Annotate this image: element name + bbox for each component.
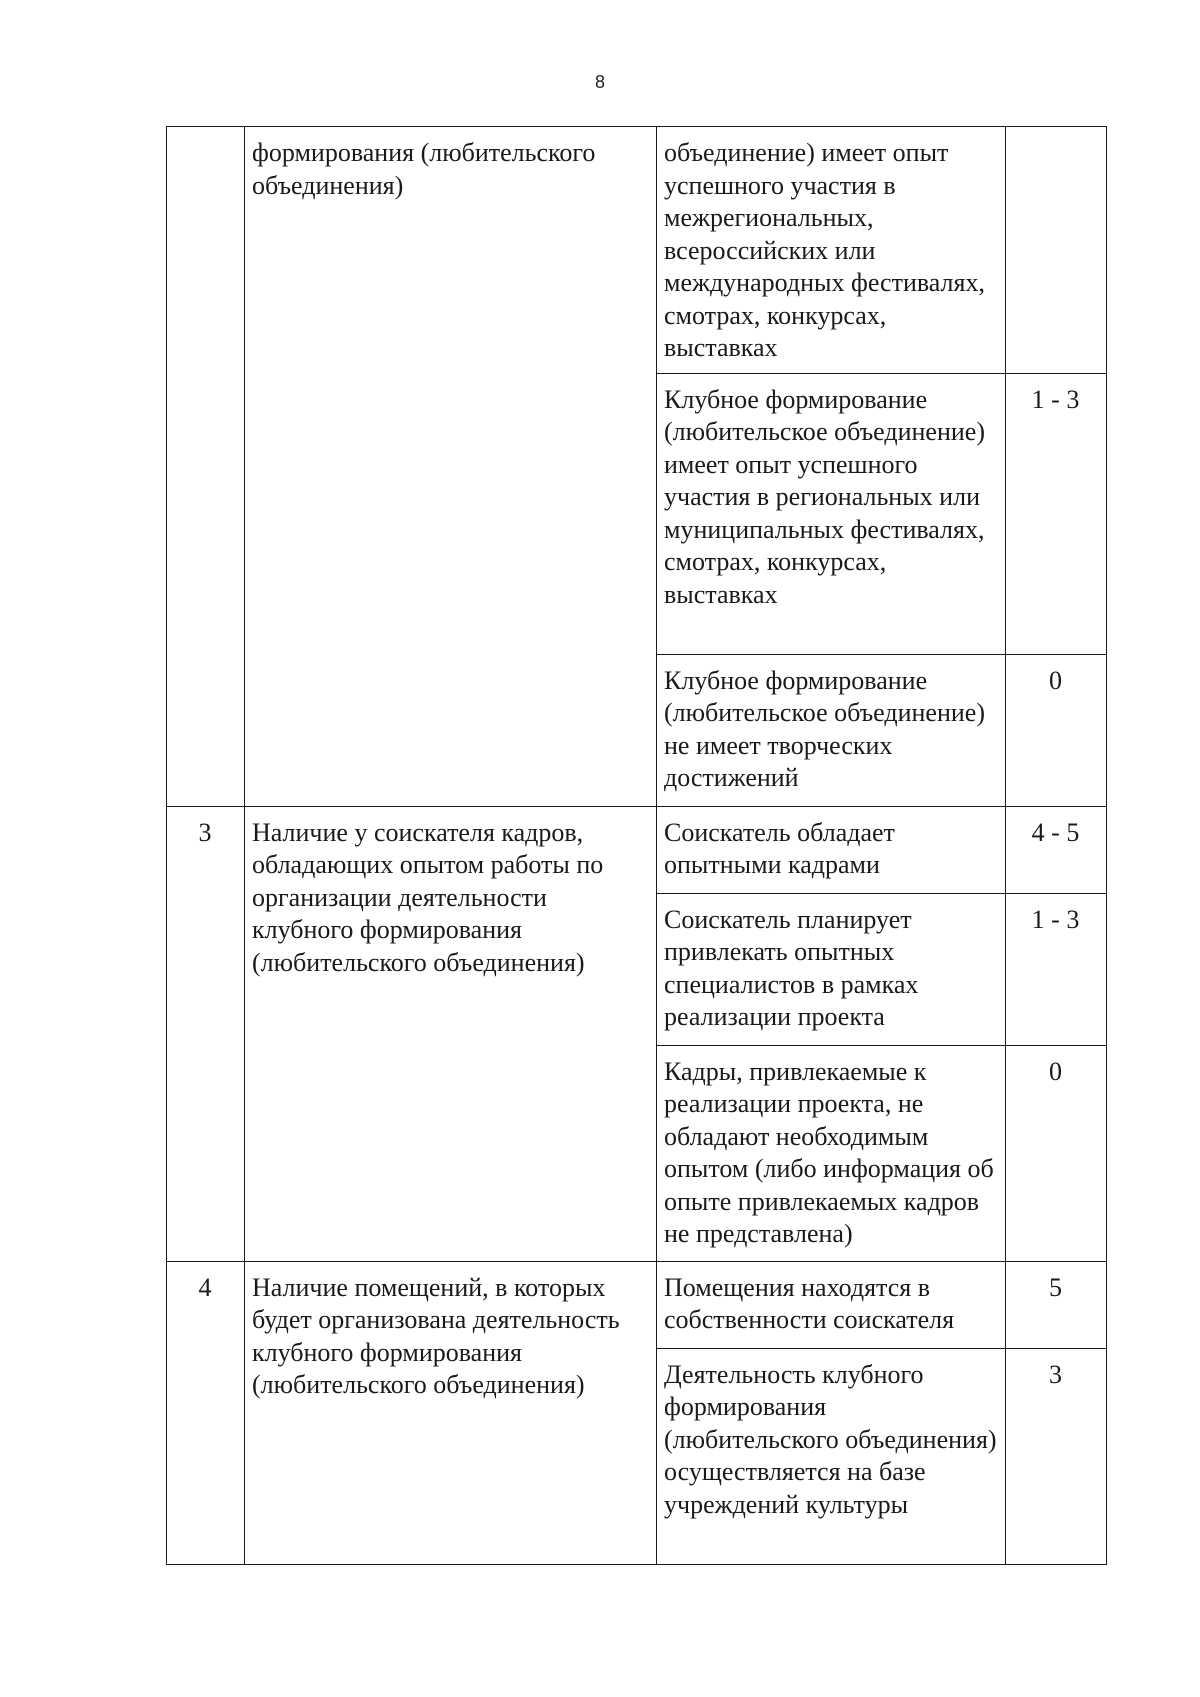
option-score: 0 — [1049, 665, 1062, 695]
criterion-cell — [245, 806, 657, 1261]
option-score: 1 - 3 — [1031, 384, 1080, 414]
criterion-cell — [245, 1261, 657, 1564]
option-description: Соискатель обладает опытными кадрами — [664, 817, 895, 879]
criterion-text: Наличие у соискателя кадров, обладающих опытом работы по организации деятельности клубного формирования (любительского объединения) — [252, 817, 604, 977]
option-score-cell — [1006, 1348, 1107, 1564]
criterion-number-cell — [167, 1261, 245, 1564]
option-description-cell — [657, 806, 1006, 893]
criterion-number: 4 — [198, 1272, 212, 1302]
option-description-cell — [657, 893, 1006, 1045]
option-score: 5 — [1049, 1272, 1062, 1302]
criterion-text: формирования (любительского объединения) — [252, 138, 596, 200]
criterion-number-cell — [167, 806, 245, 1261]
criterion-number-cell — [167, 127, 245, 807]
option-score: 3 — [1049, 1359, 1062, 1389]
page-number: 8 — [594, 72, 605, 92]
option-description-cell — [657, 373, 1006, 654]
option-score-cell — [1006, 127, 1107, 374]
option-score-cell — [1006, 893, 1107, 1045]
option-description: Соискатель планирует привлекать опытных специалистов в рамках реализации проекта — [664, 904, 919, 1031]
criterion-cell — [245, 127, 657, 807]
option-score-cell — [1006, 1045, 1107, 1261]
option-score-cell — [1006, 1261, 1107, 1348]
option-description: Кадры, привлекаемые к реализации проекта, не обладают необходимым опытом (либо информация об опыте привлекаемых кадров не представлена) — [664, 1056, 994, 1248]
option-score-cell — [1006, 806, 1107, 893]
option-description-cell — [657, 1261, 1006, 1348]
criterion-number: 3 — [198, 817, 212, 847]
table-row — [167, 806, 1107, 893]
option-description: Помещения находятся в собственности соискателя — [664, 1272, 955, 1334]
option-description: объединение) имеет опыт успешного участия в межрегиональных, всероссийских или международных фестивалях, смотрах, конкурсах, выставках — [664, 138, 985, 362]
table-row — [167, 127, 1107, 374]
option-score: 0 — [1049, 1056, 1062, 1086]
table-row — [167, 1261, 1107, 1348]
option-description-cell — [657, 1348, 1006, 1564]
option-description-cell — [657, 1045, 1006, 1261]
criterion-text: Наличие помещений, в которых будет организована деятельность клубного формирования (любительского объединения) — [252, 1272, 620, 1399]
evaluation-criteria-table — [166, 126, 1107, 1565]
option-description: Клубное формирование (любительское объединение) не имеет творческих достижений — [664, 665, 985, 792]
option-score-cell — [1006, 654, 1107, 806]
option-score: 4 - 5 — [1031, 817, 1080, 847]
option-description: Деятельность клубного формирования (любительского объединения) осуществляется на базе учреждений культуры — [664, 1359, 997, 1519]
option-description: Клубное формирование (любительское объединение) имеет опыт успешного участия в региональных или муниципальных фестивалях, смотрах, конкурсах, выставках — [664, 384, 985, 609]
option-score: 1 - 3 — [1031, 904, 1080, 934]
option-description-cell — [657, 127, 1006, 374]
option-score-cell — [1006, 373, 1107, 654]
option-description-cell — [657, 654, 1006, 806]
